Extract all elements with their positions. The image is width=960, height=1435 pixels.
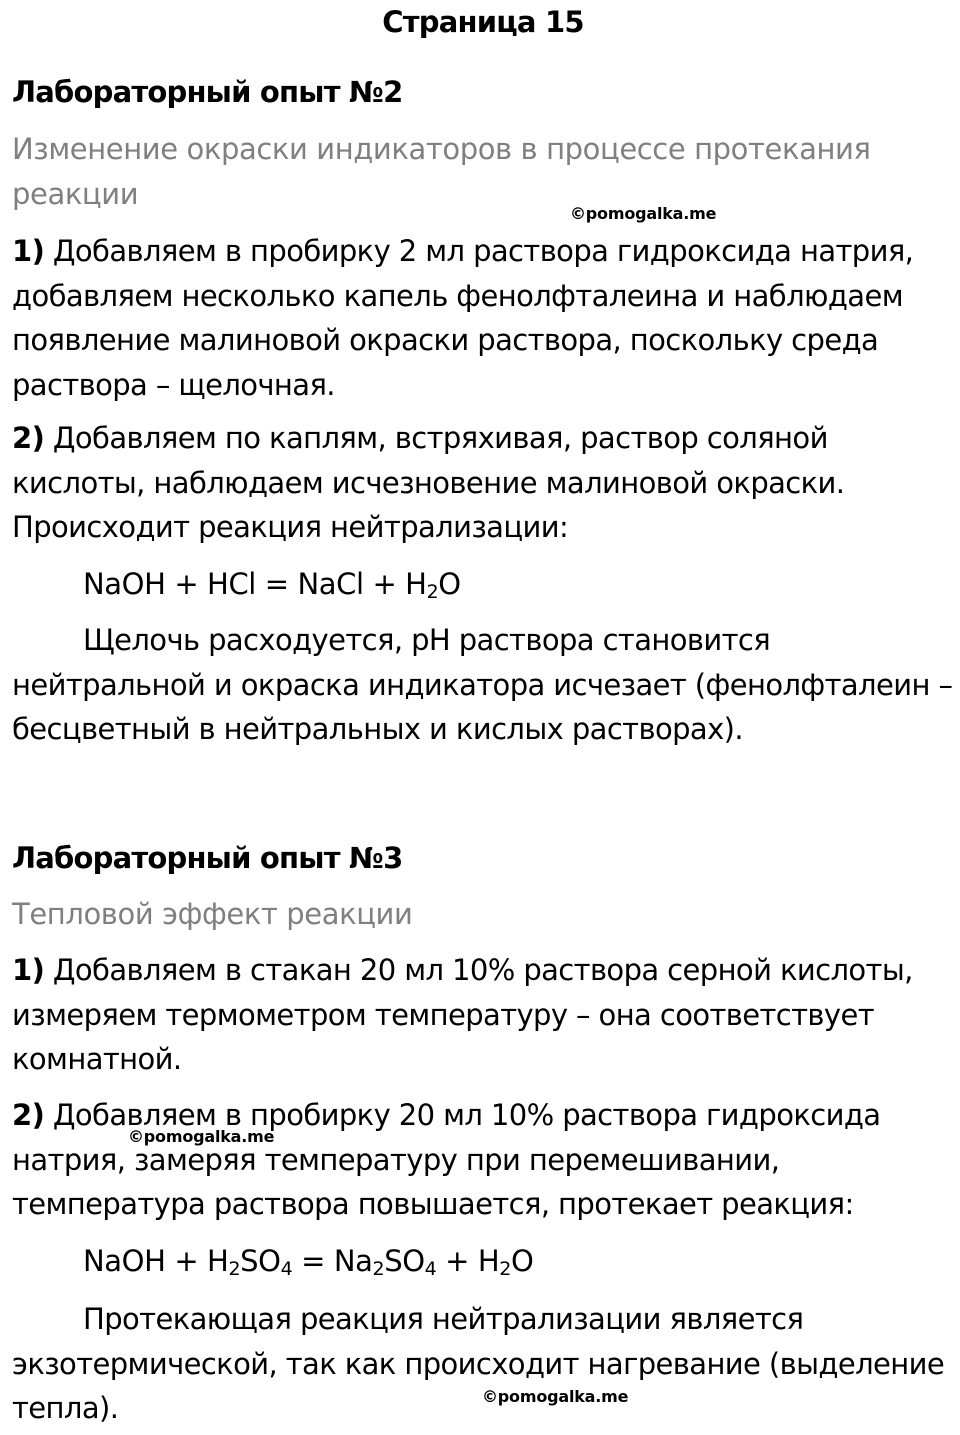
step-number: 2) [12,1098,45,1132]
experiment-3-step-1 [12,948,958,1082]
experiment-2-step-1 [12,229,958,407]
step-number: 1) [12,234,45,268]
experiment-2-subtitle: Изменение окраски индикаторов в процессе протекания реакции [12,132,871,211]
step-text: Добавляем в пробирку 2 мл раствора гидроксида натрия, добавляем несколько капель фенолфталеина и наблюдаем появление малиновой окраски раствора, поскольку среда раствора – щелочная. [12,234,914,402]
experiment-2-heading: Лабораторный опыт №2 [12,75,403,109]
experiment-2-step-2 [12,416,958,550]
step-number: 2) [12,421,45,455]
experiment-3-equation: NaOH + $H_2SO_4 = Na_2SO_4 + H_2O$ [83,1244,534,1280]
watermark-middle: ©pomogalka.me [128,1127,275,1146]
step-number: 1) [12,953,45,987]
watermark-top: ©pomogalka.me [570,204,717,223]
experiment-2-conclusion: Щелочь расходуется, pH раствора становится нейтральной и окраска индикатора исчезает (фенолфталеин – бесцветный в нейтральных и кислых растворах). [12,623,953,746]
experiment-3-step-2 [12,1093,958,1227]
step-text: Добавляем в стакан 20 мл 10% раствора серной кислоты, измеряем термометром температуру – она соответствует комнатной. [12,953,913,1076]
experiment-3-subtitle: Тепловой эффект реакции [12,897,413,931]
step-text: Добавляем в пробирку 20 мл 10% раствора гидроксида натрия, замеряя температуру при перемешивании, температура раствора повышается, протекает реакция: [12,1098,881,1221]
experiment-2-equation: NaOH + HCl = NaCl + $H_2O$ [83,567,461,603]
experiment-3-conclusion: Протекающая реакция нейтрализации является экзотермической, так как происходит нагревание (выделение тепла). [12,1302,945,1425]
experiment-3-heading: Лабораторный опыт №3 [12,841,403,875]
watermark-bottom: ©pomogalka.me [482,1387,629,1406]
step-text: Добавляем по каплям, встряхивая, раствор соляной кислоты, наблюдаем исчезновение малиновой окраски. Происходит реакция нейтрализации: [12,421,845,544]
page-title: Страница 15 [382,5,584,39]
